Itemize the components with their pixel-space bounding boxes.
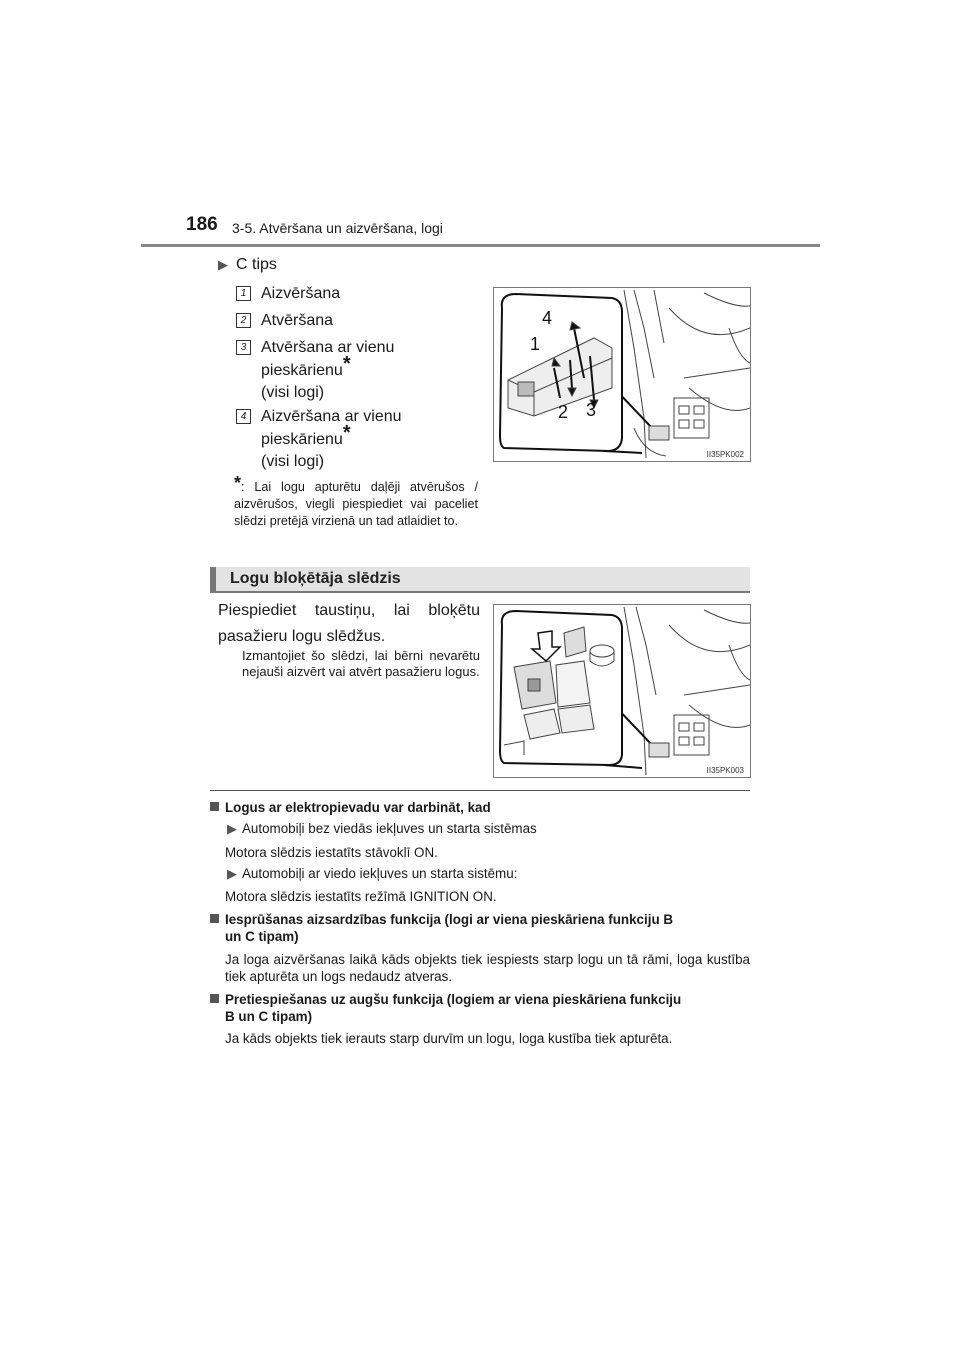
list-item-3 [236,337,476,404]
item-3-line-3: (visi logi) [261,384,325,401]
square-bullet-icon [210,802,219,811]
asterisk-marker: * [342,422,351,444]
lock-note: Izmantojiet šo slēdzi, lai bērni nevarētu nejauši aizvērt vai atvērt pasažieru logus. [242,648,480,679]
item-2-text: Atvēršana [261,312,334,329]
note-heading-jam-line-2: un C tipam) [225,929,299,944]
item-3-line-2: pieskārienu [261,362,343,379]
item-4-line-3: (visi logi) [261,453,325,470]
item-4-line-2: pieskārienu [261,431,343,448]
list-item-1 [236,283,476,305]
type-label [218,256,277,274]
lock-instructions: Piespiediet taustiņu, lai bloķētu pasažieru logu slēdžus. [218,602,480,645]
callout-2: 2 [558,402,569,422]
lock-switch-drawing [494,605,750,777]
header-divider [141,244,820,247]
note-heading-catch-line-2: B un C tipam) [225,1009,313,1024]
asterisk-marker: * [342,353,351,375]
item-4-line-1: Aizvēršana ar vienu [261,408,402,425]
note-heading-catch [210,991,752,1025]
page-number: 186 [186,214,218,235]
footnote-text: : Lai logu apturētu daļēji atvērušos / aizvērušos, viegli piespiediet vai paceliet slēdzi pretējā virzienā un tad atlaidiet to. [234,480,478,528]
square-bullet-icon [210,914,219,923]
jam-detail: Ja loga aizvēršanas laikā kāds objekts tiek iespiests starp logu un tā rāmi, loga kustība tiek apturēta un logs nedaudz atveras. [225,952,750,984]
square-bullet-icon [210,994,219,1003]
section-title: 3-5. Atvēršana un aizvēršana, logi [232,220,443,236]
condition-1 [227,821,537,837]
note-heading-power-text: Logus ar elektropievadu var darbināt, kad [225,800,491,815]
lock-switch-illustration [493,604,751,778]
footnote-asterisk: * [234,473,242,493]
window-switch-illustration [493,287,751,462]
callout-4: 4 [542,308,553,328]
section-heading-bar [210,567,750,593]
catch-detail: Ja kāds objekts tiek ierauts starp durvīm un logu, loga kustība tiek apturēta. [225,1031,673,1046]
number-3-icon: 3 [236,340,251,355]
triangle-arrow-icon: ▶ [227,821,237,836]
note-heading-catch-line-1: Pretiespiešanas uz augšu funkcija (logiem ar viena pieskāriena funkciju [225,992,682,1007]
item-1-text: Aizvēršana [261,285,341,302]
condition-2 [227,866,517,882]
footnote [234,473,478,530]
section-divider [210,790,750,791]
condition-2-text: Automobiļi ar viedo iekļuves un starta sistēmu: [242,866,518,881]
window-switch-drawing [494,288,750,461]
number-1-icon: 1 [236,286,251,301]
triangle-arrow-icon: ▶ [218,257,228,272]
condition-2-detail: Motora slēdzis iestatīts režīmā IGNITION ON. [225,889,497,904]
number-4-icon: 4 [236,409,251,424]
condition-1-detail: Motora slēdzis iestatīts stāvoklī ON. [225,845,438,860]
note-heading-jam-line-1: Iesprūšanas aizsardzības funkcija (logi ar viena pieskāriena funkciju B [225,912,674,927]
figure-code: II35PK002 [706,450,744,459]
note-heading-power [210,799,752,816]
section-heading: Logu bloķētāja slēdzis [230,570,401,587]
number-2-icon: 2 [236,313,251,328]
list-item-2 [236,310,476,332]
item-3-line-1: Atvēršana ar vienu [261,339,395,356]
type-label-text: C tips [236,256,277,273]
condition-1-text: Automobiļi bez viedās iekļuves un starta sistēmas [242,821,537,836]
list-item-4 [236,406,476,473]
note-heading-jam [210,911,752,945]
callout-3: 3 [586,400,597,420]
triangle-arrow-icon: ▶ [227,866,237,881]
callout-1: 1 [530,334,541,354]
figure-code: II35PK003 [706,766,744,775]
